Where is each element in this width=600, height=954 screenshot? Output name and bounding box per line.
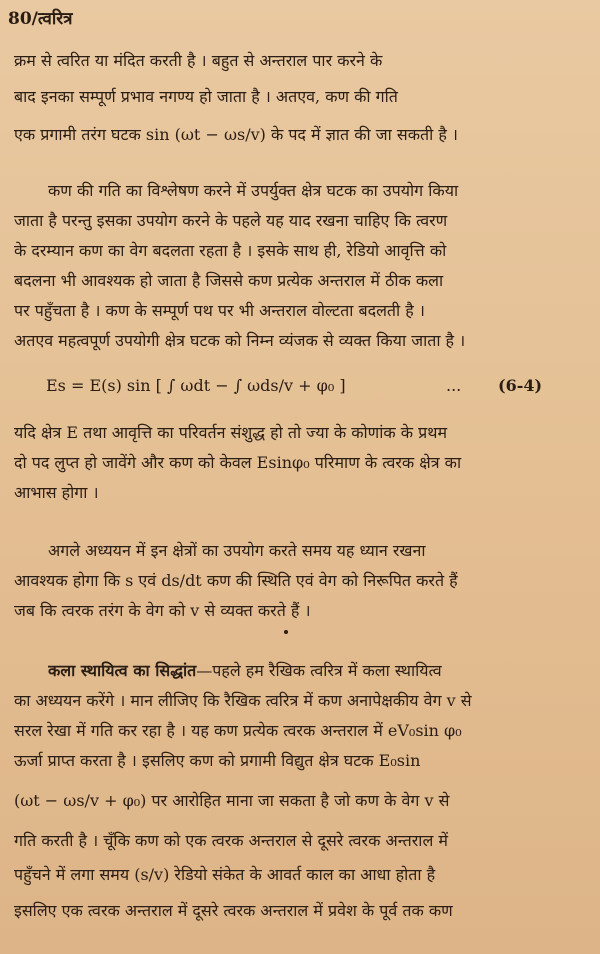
text-line: का अध्ययन करेंगे । मान लीजिए कि रैखिक त्वरित्र में कण अनापेक्षकीय वेग v से (14, 691, 472, 710)
text-line: सरल रेखा में गति कर रहा है । यह कण प्रत्येक त्वरक अन्तराल में eV₀sin φ₀ (14, 721, 462, 740)
text-line: के दरम्यान कण का वेग बदलता रहता है । इसके साथ ही, रेडियो आवृत्ति को (14, 241, 447, 260)
text-line: आवश्यक होगा कि s एवं ds/dt कण की स्थिति एवं वेग को निरूपित करते हैं (14, 571, 458, 590)
text-line: पहुँचने में लगा समय (s/v) रेडियो संकेत के आवर्त काल का आधा होता है (14, 865, 436, 884)
page-header: 80/त्वरित्र (8, 9, 73, 29)
text-line: क्रम से त्वरित या मंदित करती है । बहुत से अन्तराल पार करने के (14, 51, 383, 70)
text-line: एक प्रगामी तरंग घटक sin (ωt − ωs/v) के पद में ज्ञात की जा सकती है । (14, 125, 458, 144)
text-line: कण की गति का विश्लेषण करने में उपर्युक्त क्षेत्र घटक का उपयोग किया (48, 181, 459, 200)
text-line: बदलना भी आवश्यक हो जाता है जिससे कण प्रत्येक अन्तराल में ठीक कला (14, 271, 444, 290)
text-line: अगले अध्ययन में इन क्षेत्रों का उपयोग करते समय यह ध्यान रखना (48, 541, 426, 560)
text-line: अतएव महत्वपूर्ण उपयोगी क्षेत्र घटक को निम्न व्यंजक से व्यक्त किया जाता है । (14, 331, 466, 350)
text-line: जाता है परन्तु इसका उपयोग करने के पहले यह याद रखना चाहिए कि त्वरण (14, 211, 448, 230)
equation-6-4 (46, 370, 586, 406)
text-line: इसलिए एक त्वरक अन्तराल में दूसरे त्वरक अन्तराल में प्रवेश के पूर्व तक कण (14, 901, 453, 920)
text-line: दो पद लुप्त हो जावेंगे और कण को केवल Esinφ₀ परिमाण के त्वरक क्षेत्र का (14, 453, 462, 472)
text-line: (ωt − ωs/v + φ₀) पर आरोहित माना जा सकता है जो कण के वेग v से (14, 791, 450, 810)
section-heading: कला स्थायित्व का सिद्धांत (48, 661, 197, 680)
text-segment: —पहले हम रैखिक त्वरित्र में कला स्थायित्व (196, 661, 442, 680)
text-line: यदि क्षेत्र E तथा आवृत्ति का परिवर्तन संशुद्ध हो तो ज्या के कोणांक के प्रथम (14, 423, 448, 442)
text-line: बाद इनका सम्पूर्ण प्रभाव नगण्य हो जाता है । अतएव, कण की गति (14, 87, 398, 106)
text-line: गति करती है । चूँकि कण को एक त्वरक अन्तराल से दूसरे त्वरक अन्तराल में (14, 831, 448, 850)
separator-dot (284, 630, 288, 634)
text-line: आभास होगा । (14, 483, 99, 502)
text-line-with-heading (48, 660, 592, 682)
text-line: ऊर्जा प्राप्त करता है । इसलिए कण को प्रगामी विद्युत क्षेत्र घटक E₀sin (14, 751, 421, 770)
equation-dots: ... (446, 376, 462, 395)
text-line: पर पहुँचता है । कण के सम्पूर्ण पथ पर भी अन्तराल वोल्टता बदलती है । (14, 301, 425, 320)
text-line: जब कि त्वरक तरंग के वेग को v से व्यक्त करते हैं । (14, 601, 311, 620)
equation-number: (6-4) (498, 376, 543, 395)
equation-expression: Es = E(s) sin [ ∫ ωdt − ∫ ωds/v + φ₀ ] (46, 376, 346, 395)
